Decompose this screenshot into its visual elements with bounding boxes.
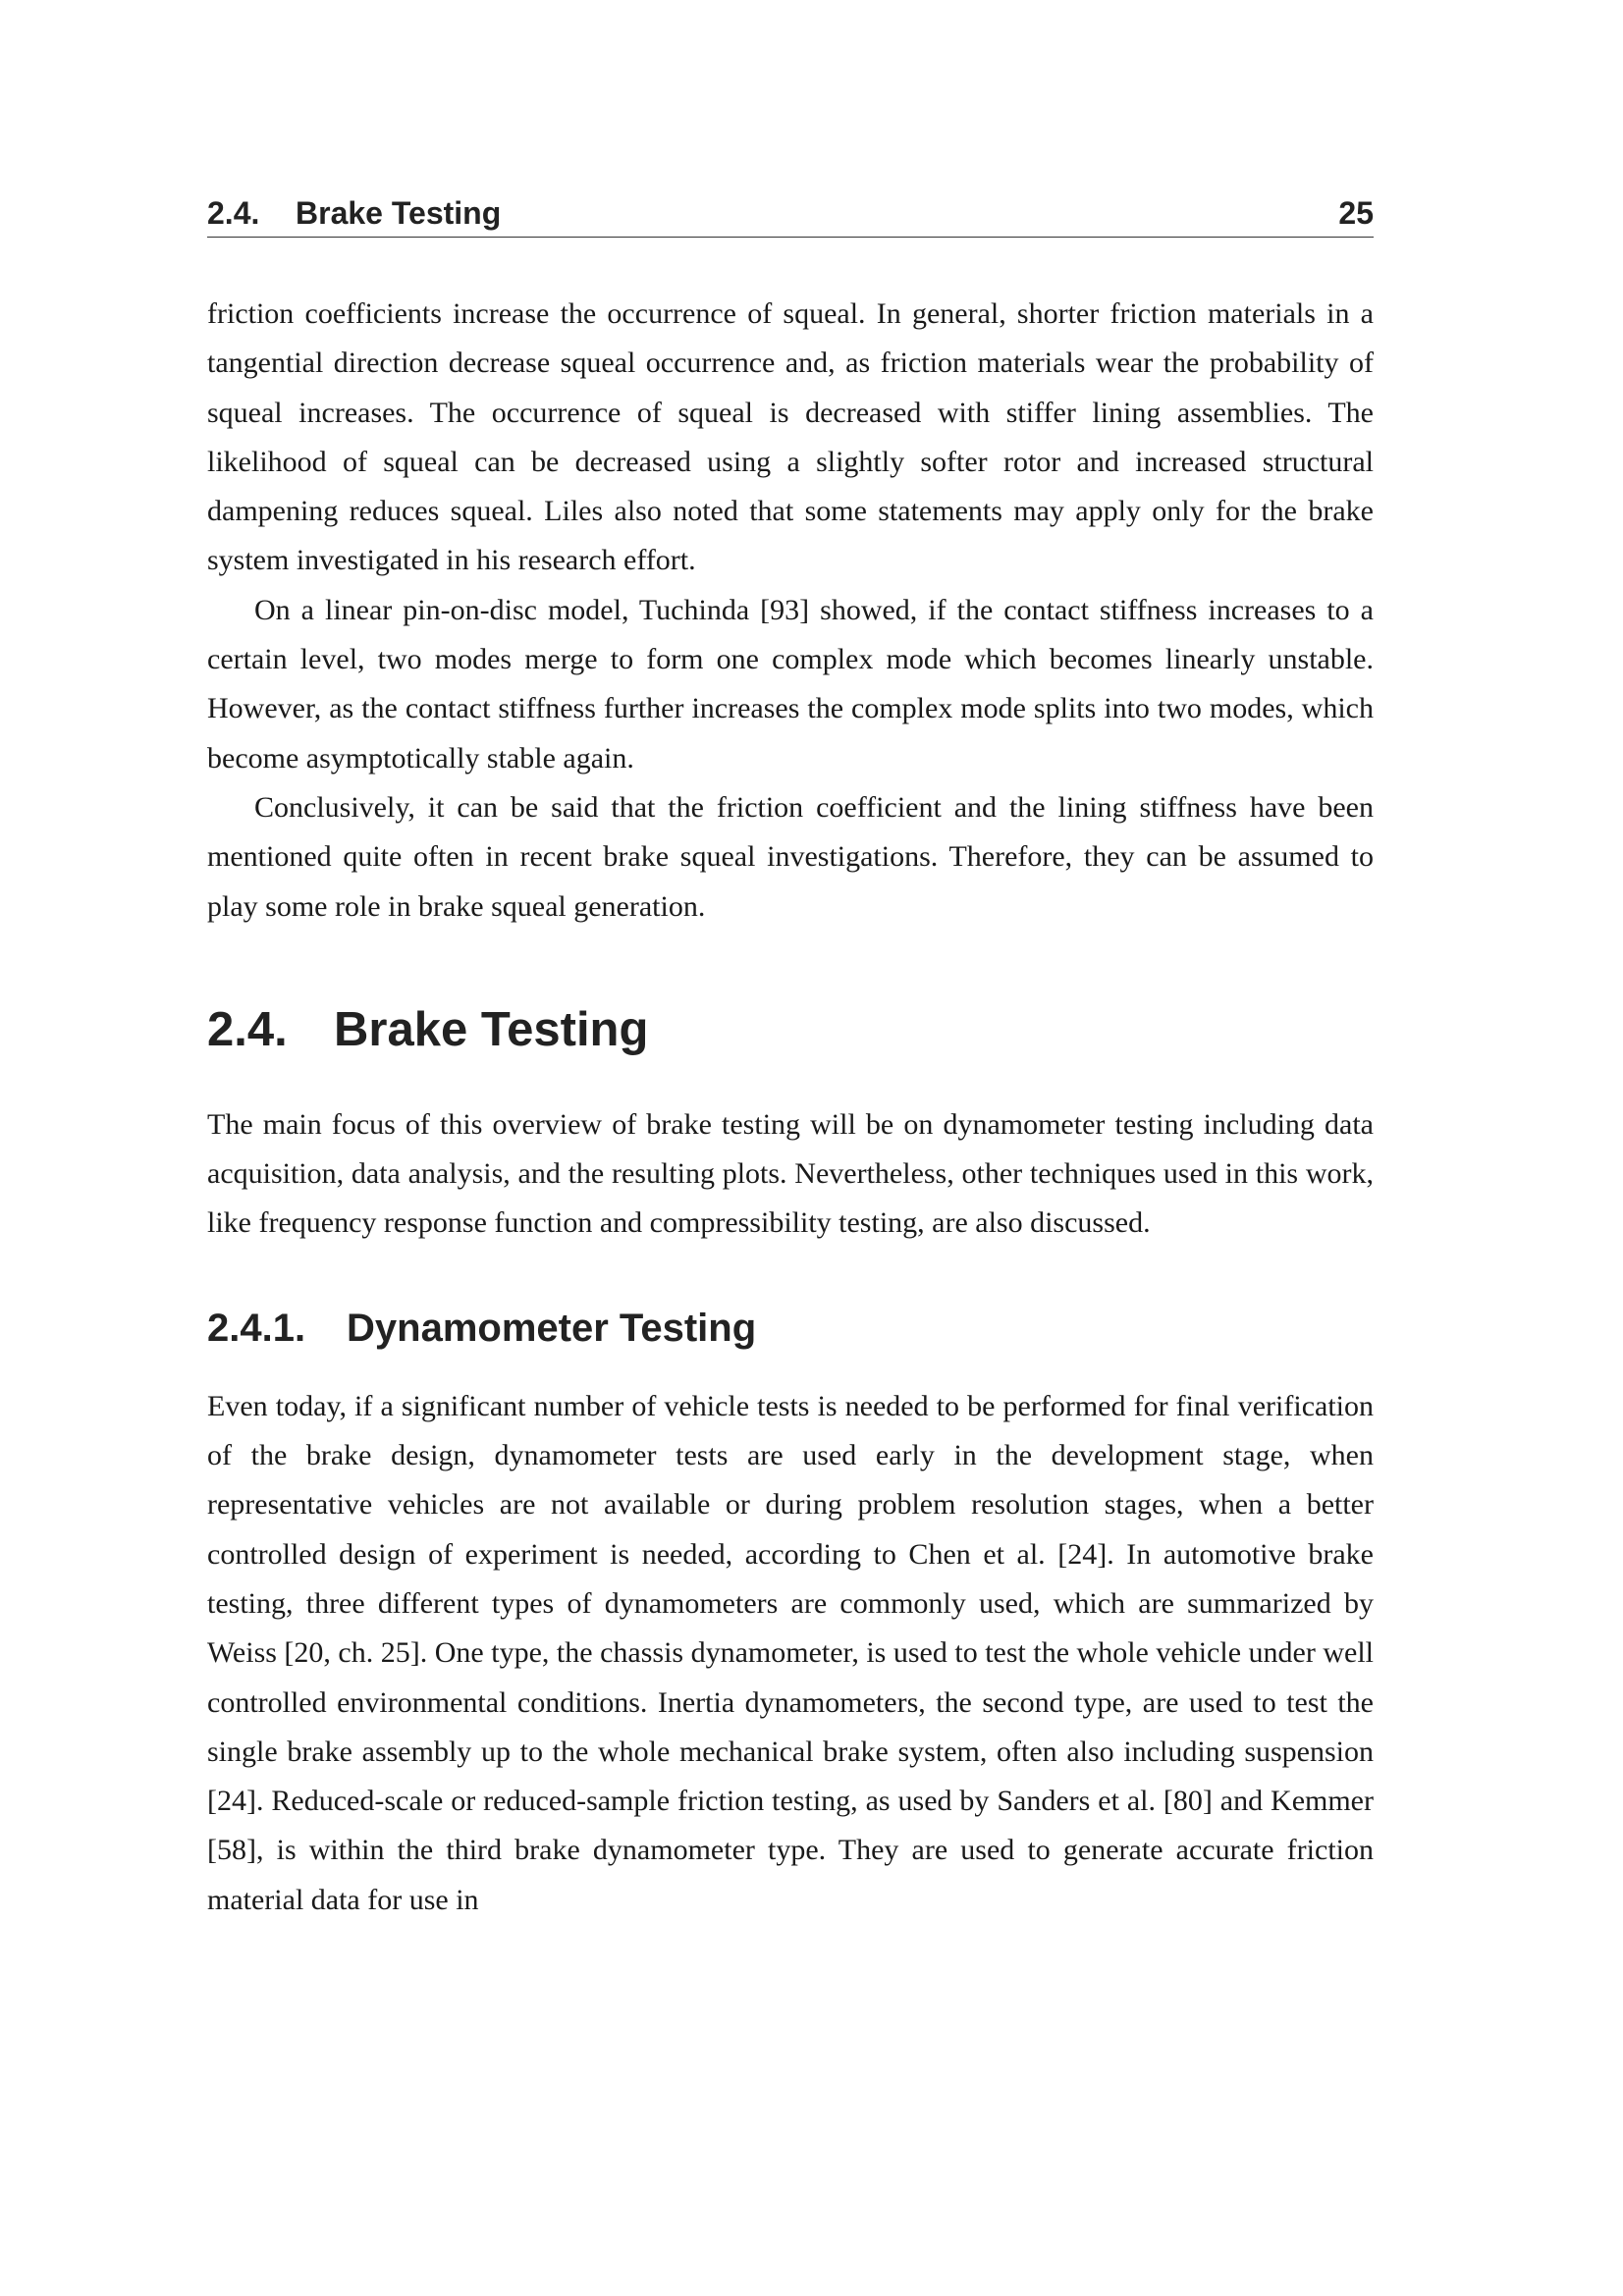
document-page: [207, 194, 1374, 1925]
section-heading: [207, 1000, 1374, 1059]
paragraph-intro-1: friction coefficients increase the occurrence of squeal. In general, shorter friction materials in a tangential direction decrease squeal occurrence and, as friction materials wear the probability of squeal increases. The occurrence of squeal is decreased with stiffer lining assemblies. The likelihood of squeal can be decreased using a slightly softer rotor and increased structural dampening reduces squeal. Liles also noted that some statements may apply only for the brake system investigated in his research effort.: [207, 297, 1374, 577]
subsection-title: Dynamometer Testing: [347, 1306, 757, 1350]
header-section-number: 2.4.: [207, 195, 260, 231]
section-number: 2.4.: [207, 1002, 288, 1056]
header-section-title: Brake Testing: [296, 195, 502, 231]
page-number: 25: [1338, 195, 1374, 231]
subsection-number: 2.4.1.: [207, 1306, 306, 1350]
paragraph-intro-2: On a linear pin-on-disc model, Tuchinda [93] showed, if the contact stiffness increases to a certain level, two modes merge to form one complex mode which becomes linearly unstable. However, as the contact stiffness further increases the complex mode splits into two modes, which become asymptotically stable again.: [207, 593, 1374, 774]
paragraph-intro-3: Conclusively, it can be said that the friction coefficient and the lining stiffness have been mentioned quite often in recent brake squeal investigations. Therefore, they can be assumed to play some role in brake squeal generation.: [207, 790, 1374, 923]
header-section: [207, 194, 501, 232]
section-title: Brake Testing: [334, 1002, 649, 1056]
section-paragraph: The main focus of this overview of brake testing will be on dynamometer testing including data acquisition, data analysis, and the resulting plots. Nevertheless, other techniques used in this work, like frequency response function and compressibility testing, are also discussed.: [207, 1107, 1374, 1240]
running-header: [207, 194, 1374, 238]
subsection-paragraph: Even today, if a significant number of vehicle tests is needed to be performed for final verification of the brake design, dynamometer tests are used early in the development stage, when representative vehicles are not available or during problem resolution stages, when a better controlled design of experiment is needed, according to Chen et al. [24]. In automotive brake testing, three different types of dynamometers are commonly used, which are summarized by Weiss [20, ch. 25]. One type, the chassis dynamometer, is used to test the whole vehicle under well controlled environmental conditions. Inertia dynamometers, the second type, are used to test the single brake assembly up to the whole mechanical brake system, often also including suspension [24]. Reduced-scale or reduced-sample friction testing, as used by Sanders et al. [80] and Kemmer [58], is within the third brake dynamometer type. They are used to generate accurate friction material data for use in: [207, 1389, 1374, 1916]
subsection-heading: [207, 1304, 1374, 1353]
